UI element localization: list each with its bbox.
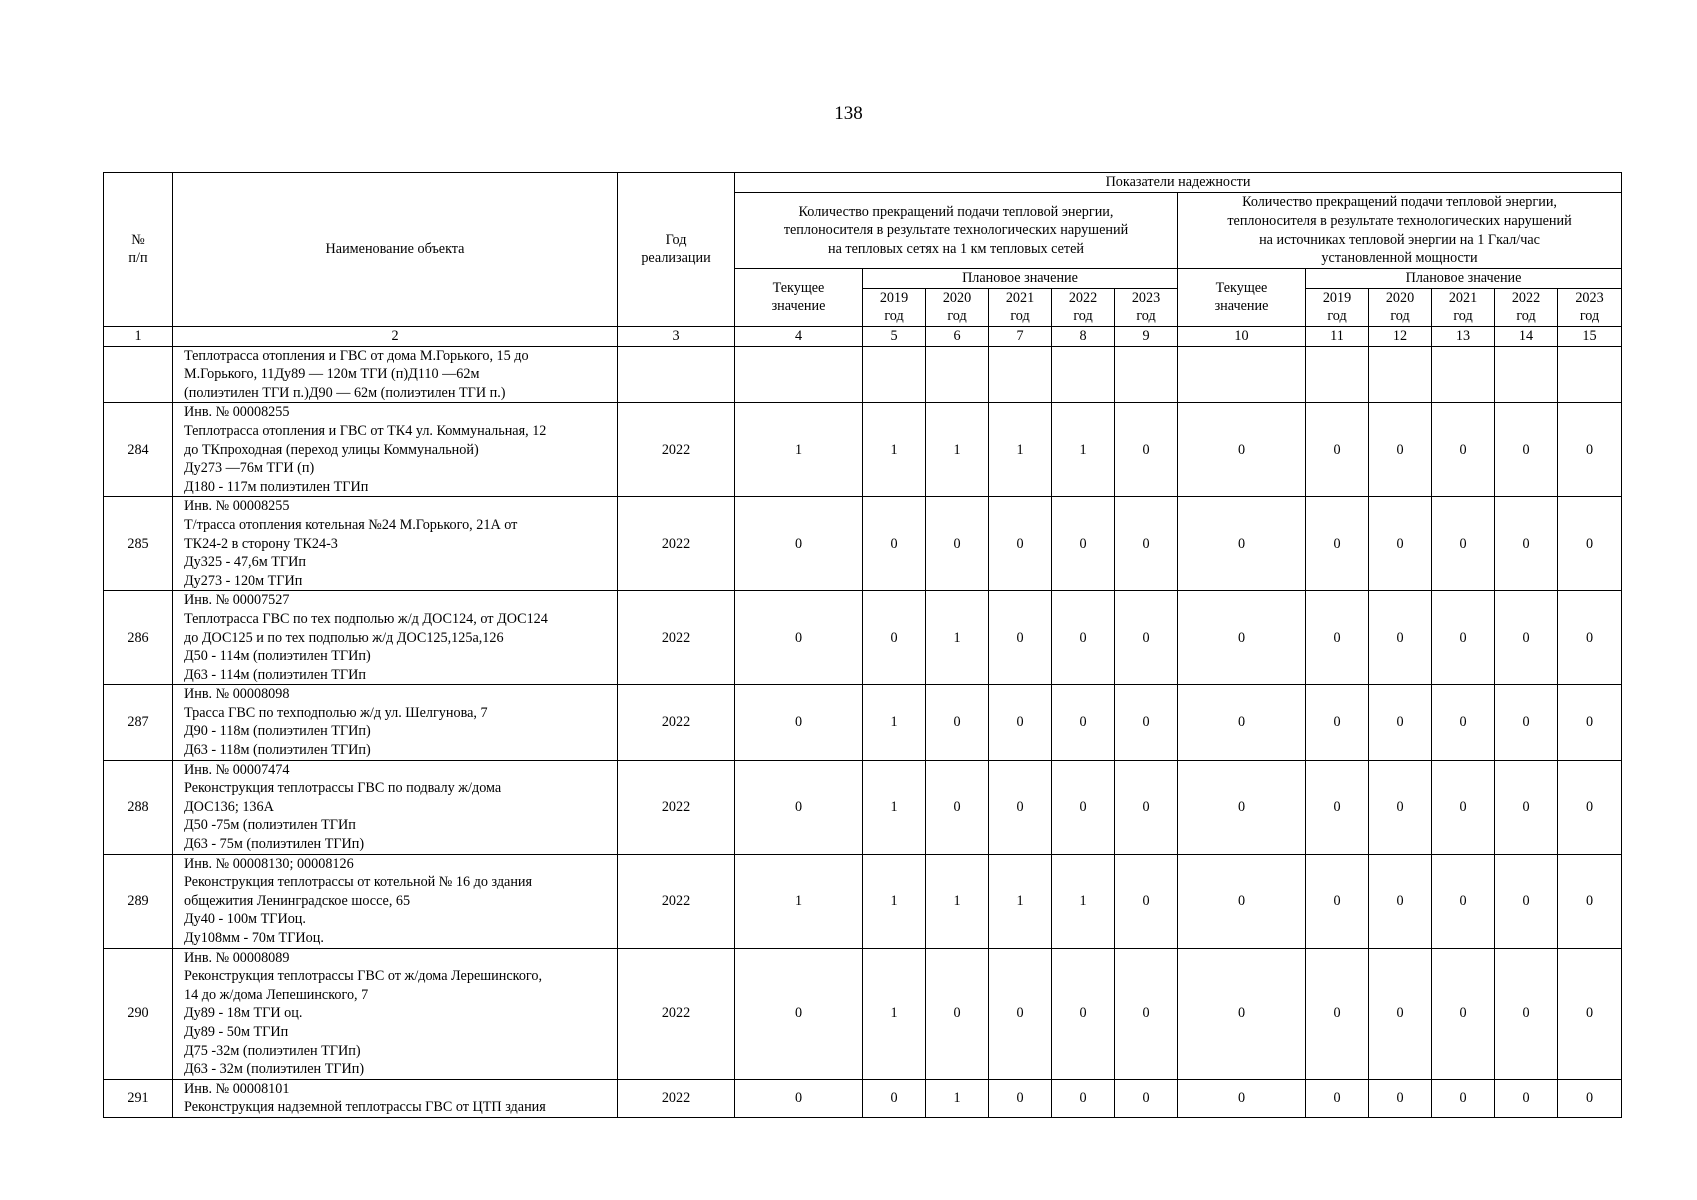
object-name-line: Инв. № 00008255 — [184, 404, 290, 421]
object-name-line: Д63 - 118м (полиэтилен ТГИп) — [184, 742, 371, 759]
table-row — [104, 591, 1622, 685]
value-cell-col-4: 1 — [735, 403, 863, 497]
value-cell-col-15 — [1558, 346, 1622, 403]
value-cell-col-13: 0 — [1432, 403, 1495, 497]
value-cell-col-14: 0 — [1495, 591, 1558, 685]
value-cell-col-10: 0 — [1178, 685, 1306, 760]
value-cell-col-6: 1 — [926, 591, 989, 685]
table-row — [104, 685, 1622, 760]
object-name-line: Ду108мм - 70м ТГИоц. — [184, 930, 324, 946]
value-cell-col-7: 0 — [989, 591, 1052, 685]
value-cell-col-8 — [1052, 346, 1115, 403]
table-row — [104, 948, 1622, 1079]
value-cell-col-11: 0 — [1306, 760, 1369, 854]
header-year-1-4: 2023 год — [1115, 288, 1178, 326]
value-cell-col-13: 0 — [1432, 948, 1495, 1079]
table-row — [104, 403, 1622, 497]
value-cell-col-9: 0 — [1115, 497, 1178, 591]
value-cell-col-5: 0 — [863, 497, 926, 591]
value-cell-col-4: 0 — [735, 591, 863, 685]
implementation-year: 2022 — [618, 497, 735, 591]
column-number-15: 15 — [1558, 326, 1622, 346]
value-cell-col-9 — [1115, 346, 1178, 403]
header-group-sources: Количество прекращений подачи тепловой энергии, теплоносителя в результате технологических нарушений на источниках тепловой энергии на 1 Гкал/час установленной мощности — [1178, 193, 1622, 269]
value-cell-col-6: 0 — [926, 497, 989, 591]
value-cell-col-7: 0 — [989, 1079, 1052, 1117]
header-year: Год реализации — [618, 173, 735, 327]
value-cell-col-15: 0 — [1558, 591, 1622, 685]
value-cell-col-7: 0 — [989, 948, 1052, 1079]
object-name — [173, 403, 618, 497]
value-cell-col-9: 0 — [1115, 1079, 1178, 1117]
header-planned-2: Плановое значение — [1306, 269, 1622, 289]
object-name-line: Ду325 - 47,6м ТГИп — [184, 554, 306, 571]
value-cell-col-11: 0 — [1306, 403, 1369, 497]
value-cell-col-4: 0 — [735, 685, 863, 760]
value-cell-col-8: 1 — [1052, 403, 1115, 497]
object-name-line: Теплотрасса ГВС по тех подполью ж/д ДОС124, от ДОС124 — [184, 610, 548, 627]
column-number-1: 1 — [104, 326, 173, 346]
row-number — [104, 346, 173, 403]
column-number-9: 9 — [1115, 326, 1178, 346]
object-name-line: Инв. № 00008130; 00008126 — [184, 855, 354, 872]
value-cell-col-9: 0 — [1115, 948, 1178, 1079]
object-name — [173, 948, 618, 1079]
value-cell-col-12: 0 — [1369, 1079, 1432, 1117]
object-name-line: Д180 - 117м полиэтилен ТГИп — [184, 478, 369, 495]
value-cell-col-12: 0 — [1369, 760, 1432, 854]
value-cell-col-11: 0 — [1306, 591, 1369, 685]
value-cell-col-7 — [989, 346, 1052, 403]
value-cell-col-8: 0 — [1052, 591, 1115, 685]
value-cell-col-15: 0 — [1558, 403, 1622, 497]
value-cell-col-13: 0 — [1432, 854, 1495, 948]
value-cell-col-5: 0 — [863, 591, 926, 685]
header-year-1-0: 2019 год — [863, 288, 926, 326]
object-name-line: Т/трасса отопления котельная №24 М.Горького, 21А от — [184, 516, 518, 533]
object-name-line: Реконструкция теплотрассы ГВС по подвалу ж/дома — [184, 780, 502, 797]
object-name-line: Д75 -32м (полиэтилен ТГИп) — [184, 1042, 361, 1059]
table-row — [104, 854, 1622, 948]
object-name — [173, 685, 618, 760]
row-number: 289 — [104, 854, 173, 948]
implementation-year: 2022 — [618, 948, 735, 1079]
object-name-line: Инв. № 00008101 — [184, 1080, 290, 1097]
object-name-line: общежития Ленинградское шоссе, 65 — [184, 892, 411, 909]
header-current-1: Текущее значение — [735, 269, 863, 327]
value-cell-col-15: 0 — [1558, 948, 1622, 1079]
column-number-11: 11 — [1306, 326, 1369, 346]
value-cell-col-13 — [1432, 346, 1495, 403]
value-cell-col-10: 0 — [1178, 1079, 1306, 1117]
header-year-2-3: 2022 год — [1495, 288, 1558, 326]
object-name-line: до ТКпроходная (переход улицы Коммунальной) — [184, 441, 479, 458]
header-year-2-1: 2020 год — [1369, 288, 1432, 326]
implementation-year: 2022 — [618, 854, 735, 948]
value-cell-col-12: 0 — [1369, 591, 1432, 685]
object-name-line: Ду40 - 100м ТГИоц. — [184, 911, 306, 928]
object-name-line: (полиэтилен ТГИ п.)Д90 — 62м (полиэтилен ТГИ п.) — [184, 384, 506, 401]
value-cell-col-4: 0 — [735, 1079, 863, 1117]
value-cell-col-14: 0 — [1495, 1079, 1558, 1117]
object-name-line: Д90 - 118м (полиэтилен ТГИп) — [184, 723, 371, 740]
value-cell-col-8: 0 — [1052, 497, 1115, 591]
object-name-line: Ду89 - 18м ТГИ оц. — [184, 1005, 303, 1022]
row-number: 284 — [104, 403, 173, 497]
value-cell-col-13: 0 — [1432, 760, 1495, 854]
implementation-year — [618, 346, 735, 403]
object-name — [173, 760, 618, 854]
value-cell-col-10 — [1178, 346, 1306, 403]
object-name — [173, 1079, 618, 1117]
value-cell-col-7: 0 — [989, 760, 1052, 854]
value-cell-col-6: 1 — [926, 403, 989, 497]
value-cell-col-7: 1 — [989, 403, 1052, 497]
value-cell-col-15: 0 — [1558, 497, 1622, 591]
value-cell-col-6: 0 — [926, 760, 989, 854]
value-cell-col-12 — [1369, 346, 1432, 403]
value-cell-col-10: 0 — [1178, 854, 1306, 948]
value-cell-col-7: 1 — [989, 854, 1052, 948]
implementation-year: 2022 — [618, 760, 735, 854]
object-name-line: Теплотрасса отопления и ГВС от ТК4 ул. Коммунальная, 12 — [184, 422, 547, 439]
value-cell-col-11: 0 — [1306, 685, 1369, 760]
object-name-line: Ду89 - 50м ТГИп — [184, 1023, 289, 1040]
object-name-line: Реконструкция надземной теплотрассы ГВС от ЦТП здания — [184, 1099, 546, 1116]
value-cell-col-12: 0 — [1369, 948, 1432, 1079]
header-current-2: Текущее значение — [1178, 269, 1306, 327]
value-cell-col-7: 0 — [989, 497, 1052, 591]
value-cell-col-7: 0 — [989, 685, 1052, 760]
object-name-line: Инв. № 00008255 — [184, 498, 290, 515]
object-name-line: Д63 - 75м (полиэтилен ТГИп) — [184, 836, 365, 853]
value-cell-col-10: 0 — [1178, 948, 1306, 1079]
value-cell-col-5: 1 — [863, 760, 926, 854]
value-cell-col-14 — [1495, 346, 1558, 403]
object-name-line: Инв. № 00008098 — [184, 686, 290, 703]
implementation-year: 2022 — [618, 1079, 735, 1117]
implementation-year: 2022 — [618, 403, 735, 497]
header-year-2-2: 2021 год — [1432, 288, 1495, 326]
object-name-line: Инв. № 00007474 — [184, 761, 290, 778]
object-name-line: до ДОС125 и по тех подполью ж/д ДОС125,125а,126 — [184, 629, 504, 646]
value-cell-col-11: 0 — [1306, 497, 1369, 591]
value-cell-col-12: 0 — [1369, 854, 1432, 948]
value-cell-col-6: 1 — [926, 854, 989, 948]
value-cell-col-8: 1 — [1052, 854, 1115, 948]
value-cell-col-5: 1 — [863, 948, 926, 1079]
value-cell-col-8: 0 — [1052, 948, 1115, 1079]
value-cell-col-14: 0 — [1495, 760, 1558, 854]
object-name — [173, 346, 618, 403]
row-number: 287 — [104, 685, 173, 760]
value-cell-col-6: 0 — [926, 685, 989, 760]
column-number-4: 4 — [735, 326, 863, 346]
column-number-7: 7 — [989, 326, 1052, 346]
object-name-line: ДОС136; 136А — [184, 798, 274, 815]
table-row — [104, 760, 1622, 854]
object-name-line: Ду273 - 120м ТГИп — [184, 572, 303, 589]
value-cell-col-15: 0 — [1558, 854, 1622, 948]
row-number: 285 — [104, 497, 173, 591]
page-number: 138 — [834, 103, 863, 124]
column-number-2: 2 — [173, 326, 618, 346]
column-number-5: 5 — [863, 326, 926, 346]
value-cell-col-4: 1 — [735, 854, 863, 948]
table-row — [104, 497, 1622, 591]
value-cell-col-5 — [863, 346, 926, 403]
row-number: 286 — [104, 591, 173, 685]
value-cell-col-9: 0 — [1115, 854, 1178, 948]
object-name-line: Д50 -75м (полиэтилен ТГИп — [184, 817, 356, 834]
column-number-13: 13 — [1432, 326, 1495, 346]
value-cell-col-10: 0 — [1178, 760, 1306, 854]
value-cell-col-11: 0 — [1306, 948, 1369, 1079]
value-cell-col-12: 0 — [1369, 403, 1432, 497]
object-name-line: Реконструкция теплотрассы ГВС от ж/дома Лерешинского, — [184, 968, 543, 985]
value-cell-col-15: 0 — [1558, 1079, 1622, 1117]
header-reliability: Показатели надежности — [735, 173, 1622, 193]
object-name — [173, 497, 618, 591]
value-cell-col-6 — [926, 346, 989, 403]
value-cell-col-15: 0 — [1558, 760, 1622, 854]
row-number: 290 — [104, 948, 173, 1079]
value-cell-col-13: 0 — [1432, 591, 1495, 685]
header-year-1-2: 2021 год — [989, 288, 1052, 326]
header-group-networks: Количество прекращений подачи тепловой энергии, теплоносителя в результате технологических нарушений на тепловых сетях на 1 км тепловых сетей — [735, 193, 1178, 269]
value-cell-col-4 — [735, 346, 863, 403]
object-name-line: Ду273 —76м ТГИ (п) — [184, 460, 315, 477]
value-cell-col-10: 0 — [1178, 591, 1306, 685]
value-cell-col-9: 0 — [1115, 685, 1178, 760]
header-year-2-4: 2023 год — [1558, 288, 1622, 326]
header-num: № п/п — [104, 173, 173, 327]
value-cell-col-10: 0 — [1178, 403, 1306, 497]
value-cell-col-5: 1 — [863, 403, 926, 497]
object-name-line: Инв. № 00007527 — [184, 592, 290, 609]
value-cell-col-11: 0 — [1306, 854, 1369, 948]
implementation-year: 2022 — [618, 685, 735, 760]
value-cell-col-6: 0 — [926, 948, 989, 1079]
table-row — [104, 1079, 1622, 1117]
value-cell-col-8: 0 — [1052, 760, 1115, 854]
value-cell-col-6: 1 — [926, 1079, 989, 1117]
object-name-line: Инв. № 00008089 — [184, 949, 290, 966]
object-name-line: Д63 - 32м (полиэтилен ТГИп) — [184, 1061, 365, 1078]
value-cell-col-4: 0 — [735, 497, 863, 591]
object-name-line: Реконструкция теплотрассы от котельной № 16 до здания — [184, 874, 533, 891]
value-cell-col-14: 0 — [1495, 497, 1558, 591]
object-name-line: Теплотрасса отопления и ГВС от дома М.Горького, 15 до — [184, 347, 529, 364]
reliability-table — [103, 172, 1622, 1118]
value-cell-col-5: 1 — [863, 854, 926, 948]
object-name-line: М.Горького, 11Ду89 — 120м ТГИ (п)Д110 —62м — [184, 366, 480, 383]
header-year-1-3: 2022 год — [1052, 288, 1115, 326]
value-cell-col-14: 0 — [1495, 948, 1558, 1079]
object-name-line: Д50 - 114м (полиэтилен ТГИп) — [184, 648, 371, 665]
value-cell-col-12: 0 — [1369, 497, 1432, 591]
value-cell-col-9: 0 — [1115, 591, 1178, 685]
header-planned-1: Плановое значение — [863, 269, 1178, 289]
column-number-8: 8 — [1052, 326, 1115, 346]
value-cell-col-11 — [1306, 346, 1369, 403]
value-cell-col-14: 0 — [1495, 403, 1558, 497]
value-cell-col-5: 0 — [863, 1079, 926, 1117]
value-cell-col-10: 0 — [1178, 497, 1306, 591]
value-cell-col-5: 1 — [863, 685, 926, 760]
value-cell-col-14: 0 — [1495, 854, 1558, 948]
object-name-line: ТК24-2 в сторону ТК24-3 — [184, 535, 338, 552]
implementation-year: 2022 — [618, 591, 735, 685]
object-name-line: Д63 - 114м (полиэтилен ТГИп — [184, 666, 366, 683]
value-cell-col-4: 0 — [735, 948, 863, 1079]
value-cell-col-4: 0 — [735, 760, 863, 854]
row-number: 288 — [104, 760, 173, 854]
value-cell-col-13: 0 — [1432, 1079, 1495, 1117]
value-cell-col-9: 0 — [1115, 760, 1178, 854]
column-number-10: 10 — [1178, 326, 1306, 346]
column-number-14: 14 — [1495, 326, 1558, 346]
value-cell-col-15: 0 — [1558, 685, 1622, 760]
value-cell-col-8: 0 — [1052, 685, 1115, 760]
object-name-line: 14 до ж/дома Лепешинского, 7 — [184, 986, 369, 1003]
column-number-6: 6 — [926, 326, 989, 346]
object-name — [173, 591, 618, 685]
row-number: 291 — [104, 1079, 173, 1117]
value-cell-col-11: 0 — [1306, 1079, 1369, 1117]
value-cell-col-13: 0 — [1432, 497, 1495, 591]
value-cell-col-12: 0 — [1369, 685, 1432, 760]
header-year-2-0: 2019 год — [1306, 288, 1369, 326]
column-number-12: 12 — [1369, 326, 1432, 346]
header-year-1-1: 2020 год — [926, 288, 989, 326]
header-name: Наименование объекта — [173, 173, 618, 327]
object-name — [173, 854, 618, 948]
value-cell-col-13: 0 — [1432, 685, 1495, 760]
value-cell-col-14: 0 — [1495, 685, 1558, 760]
value-cell-col-9: 0 — [1115, 403, 1178, 497]
column-number-3: 3 — [618, 326, 735, 346]
table-row — [104, 346, 1622, 403]
object-name-line: Трасса ГВС по техподполью ж/д ул. Шелгунова, 7 — [184, 704, 488, 721]
value-cell-col-8: 0 — [1052, 1079, 1115, 1117]
